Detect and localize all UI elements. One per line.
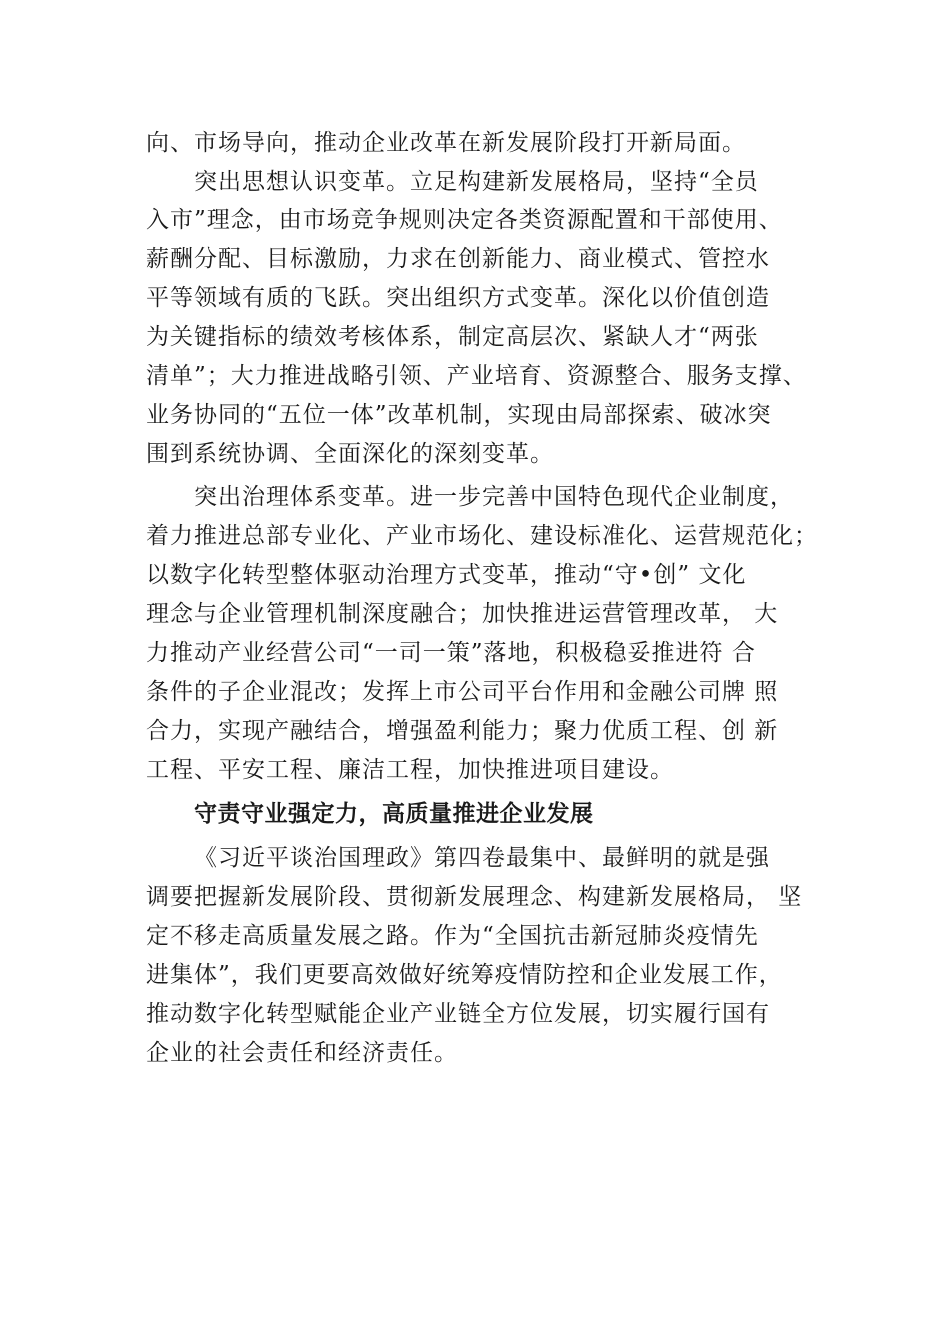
text-line-4: 薪酬分配、目标激励，力求在创新能力、商业模式、管控水 — [146, 246, 770, 272]
text-line-5: 平等领域有质的飞跃。突出组织方式变革。深化以价值创造 — [146, 285, 770, 311]
text-line-14: 力推动产业经营公司“一司一策”落地，积极稳妥推进符 合 — [146, 640, 756, 666]
text-line-7: 清单”；大力推进战略引领、产业培育、资源整合、服务支撑、 — [146, 363, 807, 389]
text-line-20: 定不移走高质量发展之路。作为“全国抗击新冠肺炎疫情先 — [146, 923, 759, 949]
text-line-1: 向、市场导向，推动企业改革在新发展阶段打开新局面。 — [146, 130, 746, 156]
text-line-12: 以数字化转型整体驱动治理方式变革，推动“守•创” 文化 — [146, 562, 747, 588]
text-line-6: 为关键指标的绩效考核体系，制定高层次、紧缺人才“两张 — [146, 324, 759, 350]
text-line-17: 工程、平安工程、廉洁工程，加快推进项目建设。 — [146, 757, 674, 783]
text-line-23: 企业的社会责任和经济责任。 — [146, 1040, 458, 1066]
text-line-15: 条件的子企业混改；发挥上市公司平台作用和金融公司牌 照 — [146, 679, 779, 705]
text-line-3: 入市”理念，由市场竞争规则决定各类资源配置和干部使用、 — [146, 207, 783, 233]
text-line-16: 合力，实现产融结合，增强盈利能力；聚力优质工程、创 新 — [146, 718, 779, 744]
text-line-13: 理念与企业管理机制深度融合；加快推进运营管理改革， 大 — [146, 601, 779, 627]
text-line-18: 《习近平谈治国理政》第四卷最集中、最鲜明的就是强 — [194, 845, 770, 871]
text-line-22: 推动数字化转型赋能企业产业链全方位发展，切实履行国有 — [146, 1001, 770, 1027]
text-line-2: 突出思想认识变革。立足构建新发展格局，坚持“全员 — [194, 169, 759, 195]
text-line-11: 着力推进总部专业化、产业市场化、建设标准化、运营规范化； — [146, 523, 818, 549]
text-line-21: 进集体”，我们更要高效做好统筹疫情防控和企业发展工作， — [146, 962, 783, 988]
section-heading: 守责守业强定力，高质量推进企业发展 — [194, 801, 594, 827]
text-line-19: 调要把握新发展阶段、贯彻新发展理念、构建新发展格局， 坚 — [146, 884, 803, 910]
text-line-9: 围到系统协调、全面深化的深刻变革。 — [146, 441, 554, 467]
text-line-8: 业务协同的“五位一体”改革机制，实现由局部探索、破冰突 — [146, 402, 772, 428]
text-line-10: 突出治理体系变革。进一步完善中国特色现代企业制度， — [194, 484, 794, 510]
